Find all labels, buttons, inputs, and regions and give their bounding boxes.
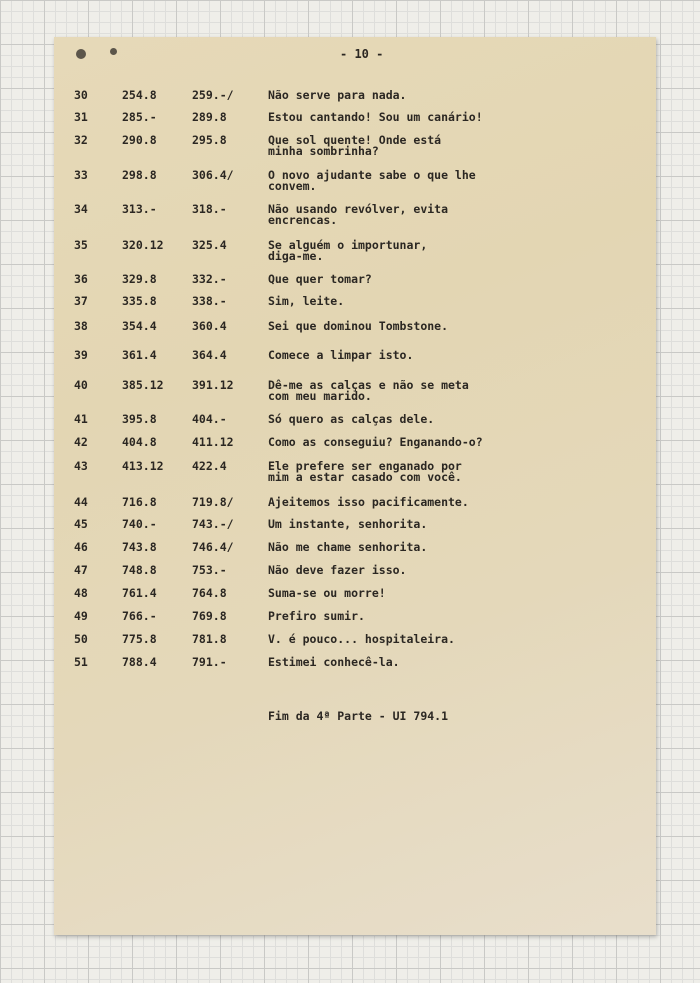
timecode-in: 766.-: [122, 609, 157, 623]
timecode-out: 295.8: [192, 133, 227, 147]
row-number: 44: [74, 495, 88, 509]
subtitle-text: Suma-se ou morre!: [268, 586, 386, 600]
timecode-out: 743.-/: [192, 517, 234, 531]
subtitle-text: V. é pouco... hospitaleira.: [268, 632, 455, 646]
subtitle-text: Não me chame senhorita.: [268, 540, 428, 554]
timecode-out: 364.4: [192, 348, 227, 362]
subtitle-text: Ele prefere ser enganado por mim a estar casado com você.: [268, 459, 462, 484]
subtitle-text: Que quer tomar?: [268, 272, 372, 286]
subtitle-text: Prefiro sumir.: [268, 609, 365, 623]
row-number: 34: [74, 202, 88, 216]
timecode-in: 329.8: [122, 272, 157, 286]
timecode-in: 761.4: [122, 586, 157, 600]
timecode-out: 422.4: [192, 459, 227, 473]
subtitle-text: Não deve fazer isso.: [268, 563, 407, 577]
timecode-in: 361.4: [122, 348, 157, 362]
row-number: 43: [74, 459, 88, 473]
timecode-in: 788.4: [122, 655, 157, 669]
punch-hole-right: [110, 48, 117, 55]
subtitle-text: Sim, leite.: [268, 294, 345, 308]
row-number: 31: [74, 110, 88, 124]
timecode-in: 743.8: [122, 540, 157, 554]
row-number: 36: [74, 272, 88, 286]
timecode-in: 716.8: [122, 495, 157, 509]
subtitle-text: Dê-me as calças e não se meta com meu marido.: [268, 378, 469, 403]
punch-hole-left: [76, 49, 86, 59]
row-number: 35: [74, 238, 88, 252]
row-number: 48: [74, 586, 88, 600]
timecode-out: 289.8: [192, 110, 227, 124]
row-number: 49: [74, 609, 88, 623]
timecode-out: 719.8/: [192, 495, 234, 509]
subtitle-text: Comece a limpar isto.: [268, 348, 414, 362]
typed-page: [54, 37, 656, 935]
row-number: 39: [74, 348, 88, 362]
subtitle-text: Se alguém o importunar, diga-me.: [268, 238, 428, 263]
timecode-out: 753.-: [192, 563, 227, 577]
subtitle-text: Estou cantando! Sou um canário!: [268, 110, 483, 124]
timecode-out: 781.8: [192, 632, 227, 646]
timecode-in: 775.8: [122, 632, 157, 646]
timecode-in: 335.8: [122, 294, 157, 308]
subtitle-text: Como as conseguiu? Enganando-o?: [268, 435, 483, 449]
timecode-out: 404.-: [192, 412, 227, 426]
timecode-in: 290.8: [122, 133, 157, 147]
timecode-in: 313.-: [122, 202, 157, 216]
timecode-in: 404.8: [122, 435, 157, 449]
page-number: - 10 -: [340, 47, 384, 61]
timecode-out: 306.4/: [192, 168, 234, 182]
row-number: 45: [74, 517, 88, 531]
timecode-out: 391.12: [192, 378, 234, 392]
timecode-in: 254.8: [122, 88, 157, 102]
timecode-in: 385.12: [122, 378, 164, 392]
subtitle-text: Ajeitemos isso pacificamente.: [268, 495, 469, 509]
row-number: 51: [74, 655, 88, 669]
timecode-in: 285.-: [122, 110, 157, 124]
timecode-in: 354.4: [122, 319, 157, 333]
timecode-out: 338.-: [192, 294, 227, 308]
row-number: 32: [74, 133, 88, 147]
subtitle-text: Só quero as calças dele.: [268, 412, 435, 426]
subtitle-text: O novo ajudante sabe o que lhe convem.: [268, 168, 476, 193]
row-number: 50: [74, 632, 88, 646]
timecode-in: 413.12: [122, 459, 164, 473]
timecode-out: 318.-: [192, 202, 227, 216]
timecode-in: 395.8: [122, 412, 157, 426]
timecode-in: 740.-: [122, 517, 157, 531]
timecode-out: 411.12: [192, 435, 234, 449]
row-number: 38: [74, 319, 88, 333]
subtitle-text: Não serve para nada.: [268, 88, 407, 102]
timecode-in: 748.8: [122, 563, 157, 577]
row-number: 40: [74, 378, 88, 392]
row-number: 33: [74, 168, 88, 182]
row-number: 41: [74, 412, 88, 426]
timecode-out: 325.4: [192, 238, 227, 252]
timecode-out: 764.8: [192, 586, 227, 600]
row-number: 47: [74, 563, 88, 577]
timecode-out: 332.-: [192, 272, 227, 286]
subtitle-text: Um instante, senhorita.: [268, 517, 428, 531]
timecode-out: 259.-/: [192, 88, 234, 102]
timecode-out: 360.4: [192, 319, 227, 333]
timecode-out: 769.8: [192, 609, 227, 623]
footer-note: Fim da 4ª Parte - UI 794.1: [268, 709, 449, 723]
row-number: 37: [74, 294, 88, 308]
timecode-in: 298.8: [122, 168, 157, 182]
row-number: 30: [74, 88, 88, 102]
subtitle-text: Que sol quente! Onde está minha sombrinha?: [268, 133, 442, 158]
subtitle-text: Não usando revólver, evita encrencas.: [268, 202, 449, 227]
timecode-out: 791.-: [192, 655, 227, 669]
row-number: 42: [74, 435, 88, 449]
subtitle-text: Sei que dominou Tombstone.: [268, 319, 449, 333]
subtitle-text: Estimei conhecê-la.: [268, 655, 400, 669]
timecode-out: 746.4/: [192, 540, 234, 554]
timecode-in: 320.12: [122, 238, 164, 252]
row-number: 46: [74, 540, 88, 554]
